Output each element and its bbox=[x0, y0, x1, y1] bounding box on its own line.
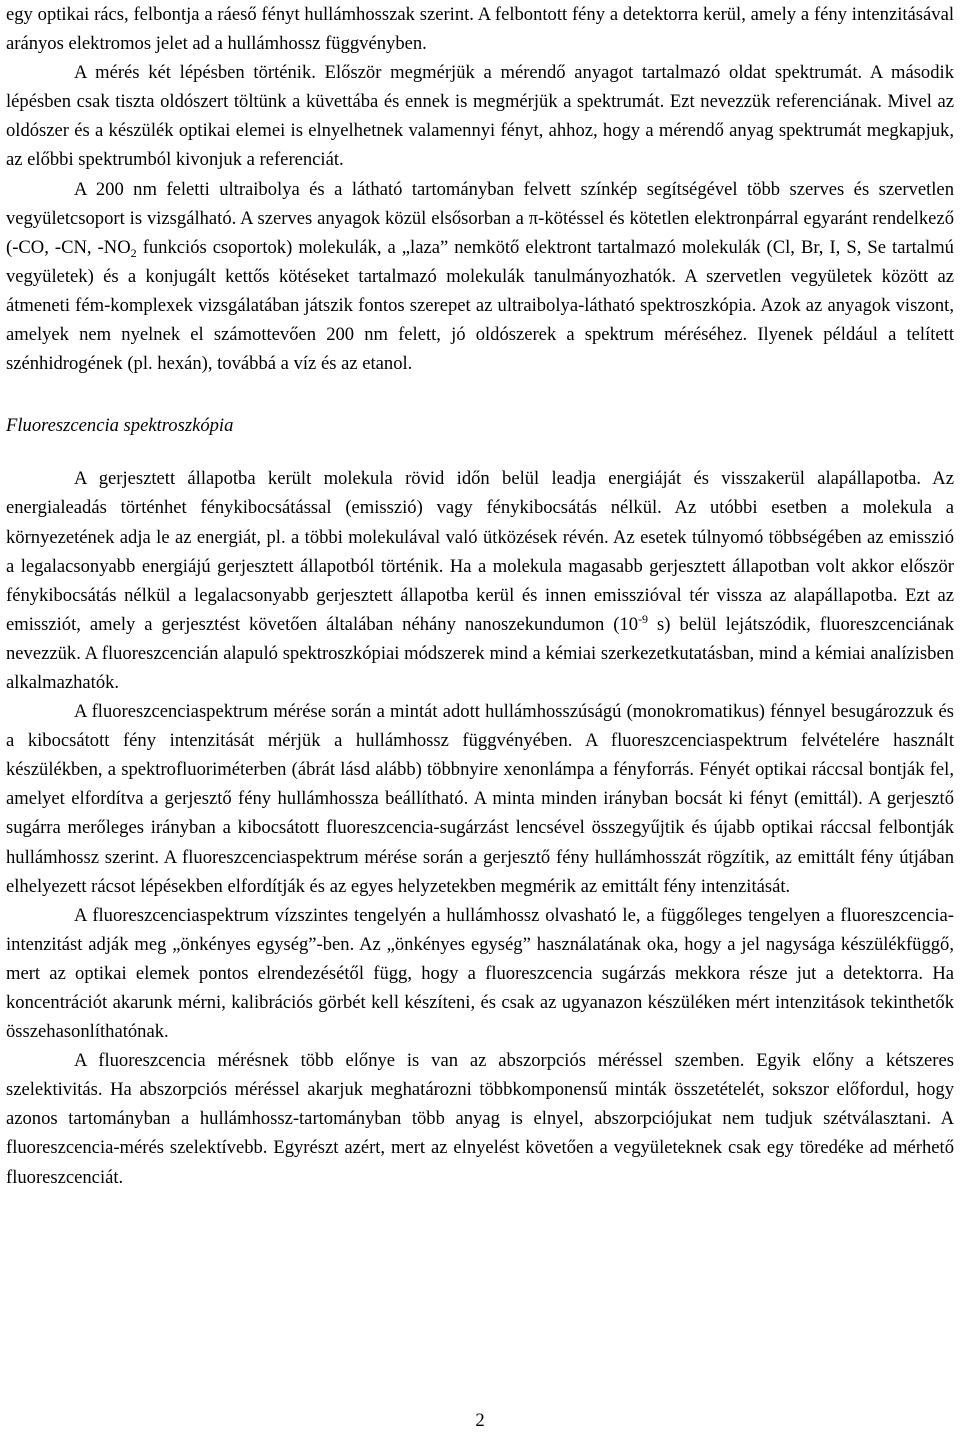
page-number: 2 bbox=[475, 1410, 485, 1431]
document-page bbox=[6, 0, 954, 1192]
intro-paragraph-3-part-b: funkciós csoportok) molekulák, a „laza” nemkötő elektront tartalmazó molekulák (Cl, Br, I, S, Se tartalmú vegyületek) és a konjugált kettős kötéseket tartalmazó molekulák tanulmányozhatók. A szervetlen vegyületek között az átmeneti fém-komplexek vizsgálatában játszik fontos szerepet az ultraibolya-látható spektroszkópia. Azok az anyagok viszont, amelyek nem nyelnek el számottevően 200 nm felett, jó oldószerek a spektrum méréséhez. Ilyenek például a telített szénhidrogének (pl. hexán), továbbá a víz és az etanol. bbox=[6, 236, 954, 375]
exponent-superscript: -9 bbox=[638, 611, 649, 626]
section-paragraph-4: A fluoreszcencia mérésnek több előnye is van az abszorpciós méréssel szemben. Egyik előny a kétszeres szelektivitás. Ha abszorpciós méréssel akarjuk meghatározni többkomponensű minták összetételét, sokszor előfordul, hogy azonos tartományban a hullámhossz-tartományban több anyag is elnyel, abszorpciójukat nem tudjuk szétválasztani. A fluoreszcencia-mérés szelektívebb. Egyrészt azért, mert az elnyelést követően a vegyületeknek csak egy töredéke ad mérhető fluoreszcenciát. bbox=[6, 1050, 954, 1188]
section-paragraph-1 bbox=[6, 464, 954, 697]
section-paragraph-1-part-b: s) belül lejátszódik, fluoreszcenciának nevezzük. A fluoreszcencián alapuló spektroszkópiai módszerek mind a kémiai szerkezetkutatásban, mind a kémiai analízisben alkalmazhatók. bbox=[6, 613, 954, 693]
intro-paragraph-3 bbox=[6, 175, 954, 379]
section-paragraph-1-part-a: A gerjesztett állapotba került molekula rövid időn belül leadja energiáját és visszakerül alapállapotba. Az energialeadás történhet fénykibocsátással (emisszió) vagy fénykibocsátás nélkül. Az utóbbi esetben a molekula a környezetének adja le az energiát, pl. a többi molekulával való ütközések révén. Az esetek túlnyomó többségében az emisszió a legalacsonyabb energiájú gerjesztett állapotból történik. Ha a molekula magasabb gerjesztett állapotban volt akkor először fénykibocsátás nélkül a legalacsonyabb gerjesztett állapotba kerül és innen emisszióval tér vissza az alapállapotba. Ezt az emissziót, amely a gerjesztést követően általában néhány nanoszekundumon (10 bbox=[6, 468, 954, 635]
section-paragraph-3: A fluoreszcenciaspektrum vízszintes tengelyén a hullámhossz olvasható le, a függőleges tengelyen a fluoreszcencia-intenzitást adják meg „önkényes egység”-ben. Az „önkényes egység” használatának oka, hogy a jel nagysága készülékfüggő, mert az optikai elemek pontos elrendezésétől függ, hogy a fluoreszcencia sugárzás mekkora része jut a detektorra. Ha koncentrációt akarunk mérni, kalibrációs görbét kell készíteni, és csak az ugyanazon készüléken mért intenzitások tekinthetők összehasonlíthatónak. bbox=[6, 904, 954, 1043]
section-title: Fluoreszcencia spektroszkópia bbox=[6, 415, 234, 437]
intro-paragraph-2: A mérés két lépésben történik. Először megmérjük a mérendő anyagot tartalmazó oldat spektrumát. A második lépésben csak tiszta oldószert töltünk a küvettába és ennek is megmérjük a spektrumát. Ezt nevezzük referenciának. Mivel az oldószer és a készülék optikai elemei is elnyelhetnek valamennyi fényt, ahhoz, hogy a mérendő anyag spektrumát megkapjuk, az előbbi spektrumból kivonjuk a referenciát. bbox=[6, 62, 954, 171]
no2-subscript: 2 bbox=[130, 245, 137, 260]
section-paragraph-2: A fluoreszcenciaspektrum mérése során a mintát adott hullámhosszúságú (monokromatikus) fénnyel besugározzuk és a kibocsátott fény intenzitását mérjük a hullámhossz függvényében. A fluoreszcenciaspektrum felvételére használt készülékben, a spektrofluoriméterben (ábrát lásd alább) többnyire xenonlámpa a fényforrás. Fényét optikai ráccsal bontják fel, amelyet elfordítva a gerjesztő fény hullámhossza beállítható. A minta minden irányban bocsát ki fényt (emittál). A gerjesztő sugárra merőleges irányban a kibocsátott fluoreszcencia-sugárzást lencsével összegyűjtik és újabb optikai ráccsal felbontják hullámhossz szerint. A fluoreszcenciaspektrum mérése során a gerjesztő fény hullámhosszát rögzítik, az emittált fény útjában elhelyezett rácsot lépésekben elfordítják és az egyes helyzetekben megmérik az emittált fény intenzitását. bbox=[6, 701, 954, 897]
intro-paragraph-3-part-a: A 200 nm feletti ultraibolya és a látható tartományban felvett színkép segítségével több szerves és szervetlen vegyületcsoport is vizsgálható. A szerves anyagok közül elsősorban a π-kötéssel és kötetlen elektronpárral egyaránt rendelkező (-CO, -CN, -NO bbox=[6, 178, 954, 258]
intro-paragraph-1: egy optikai rács, felbontja a ráeső fényt hullámhosszak szerint. A felbontott fény a detektorra kerül, amely a fény intenzitásával arányos elektromos jelet ad a hullámhossz függvényben. bbox=[6, 4, 954, 55]
